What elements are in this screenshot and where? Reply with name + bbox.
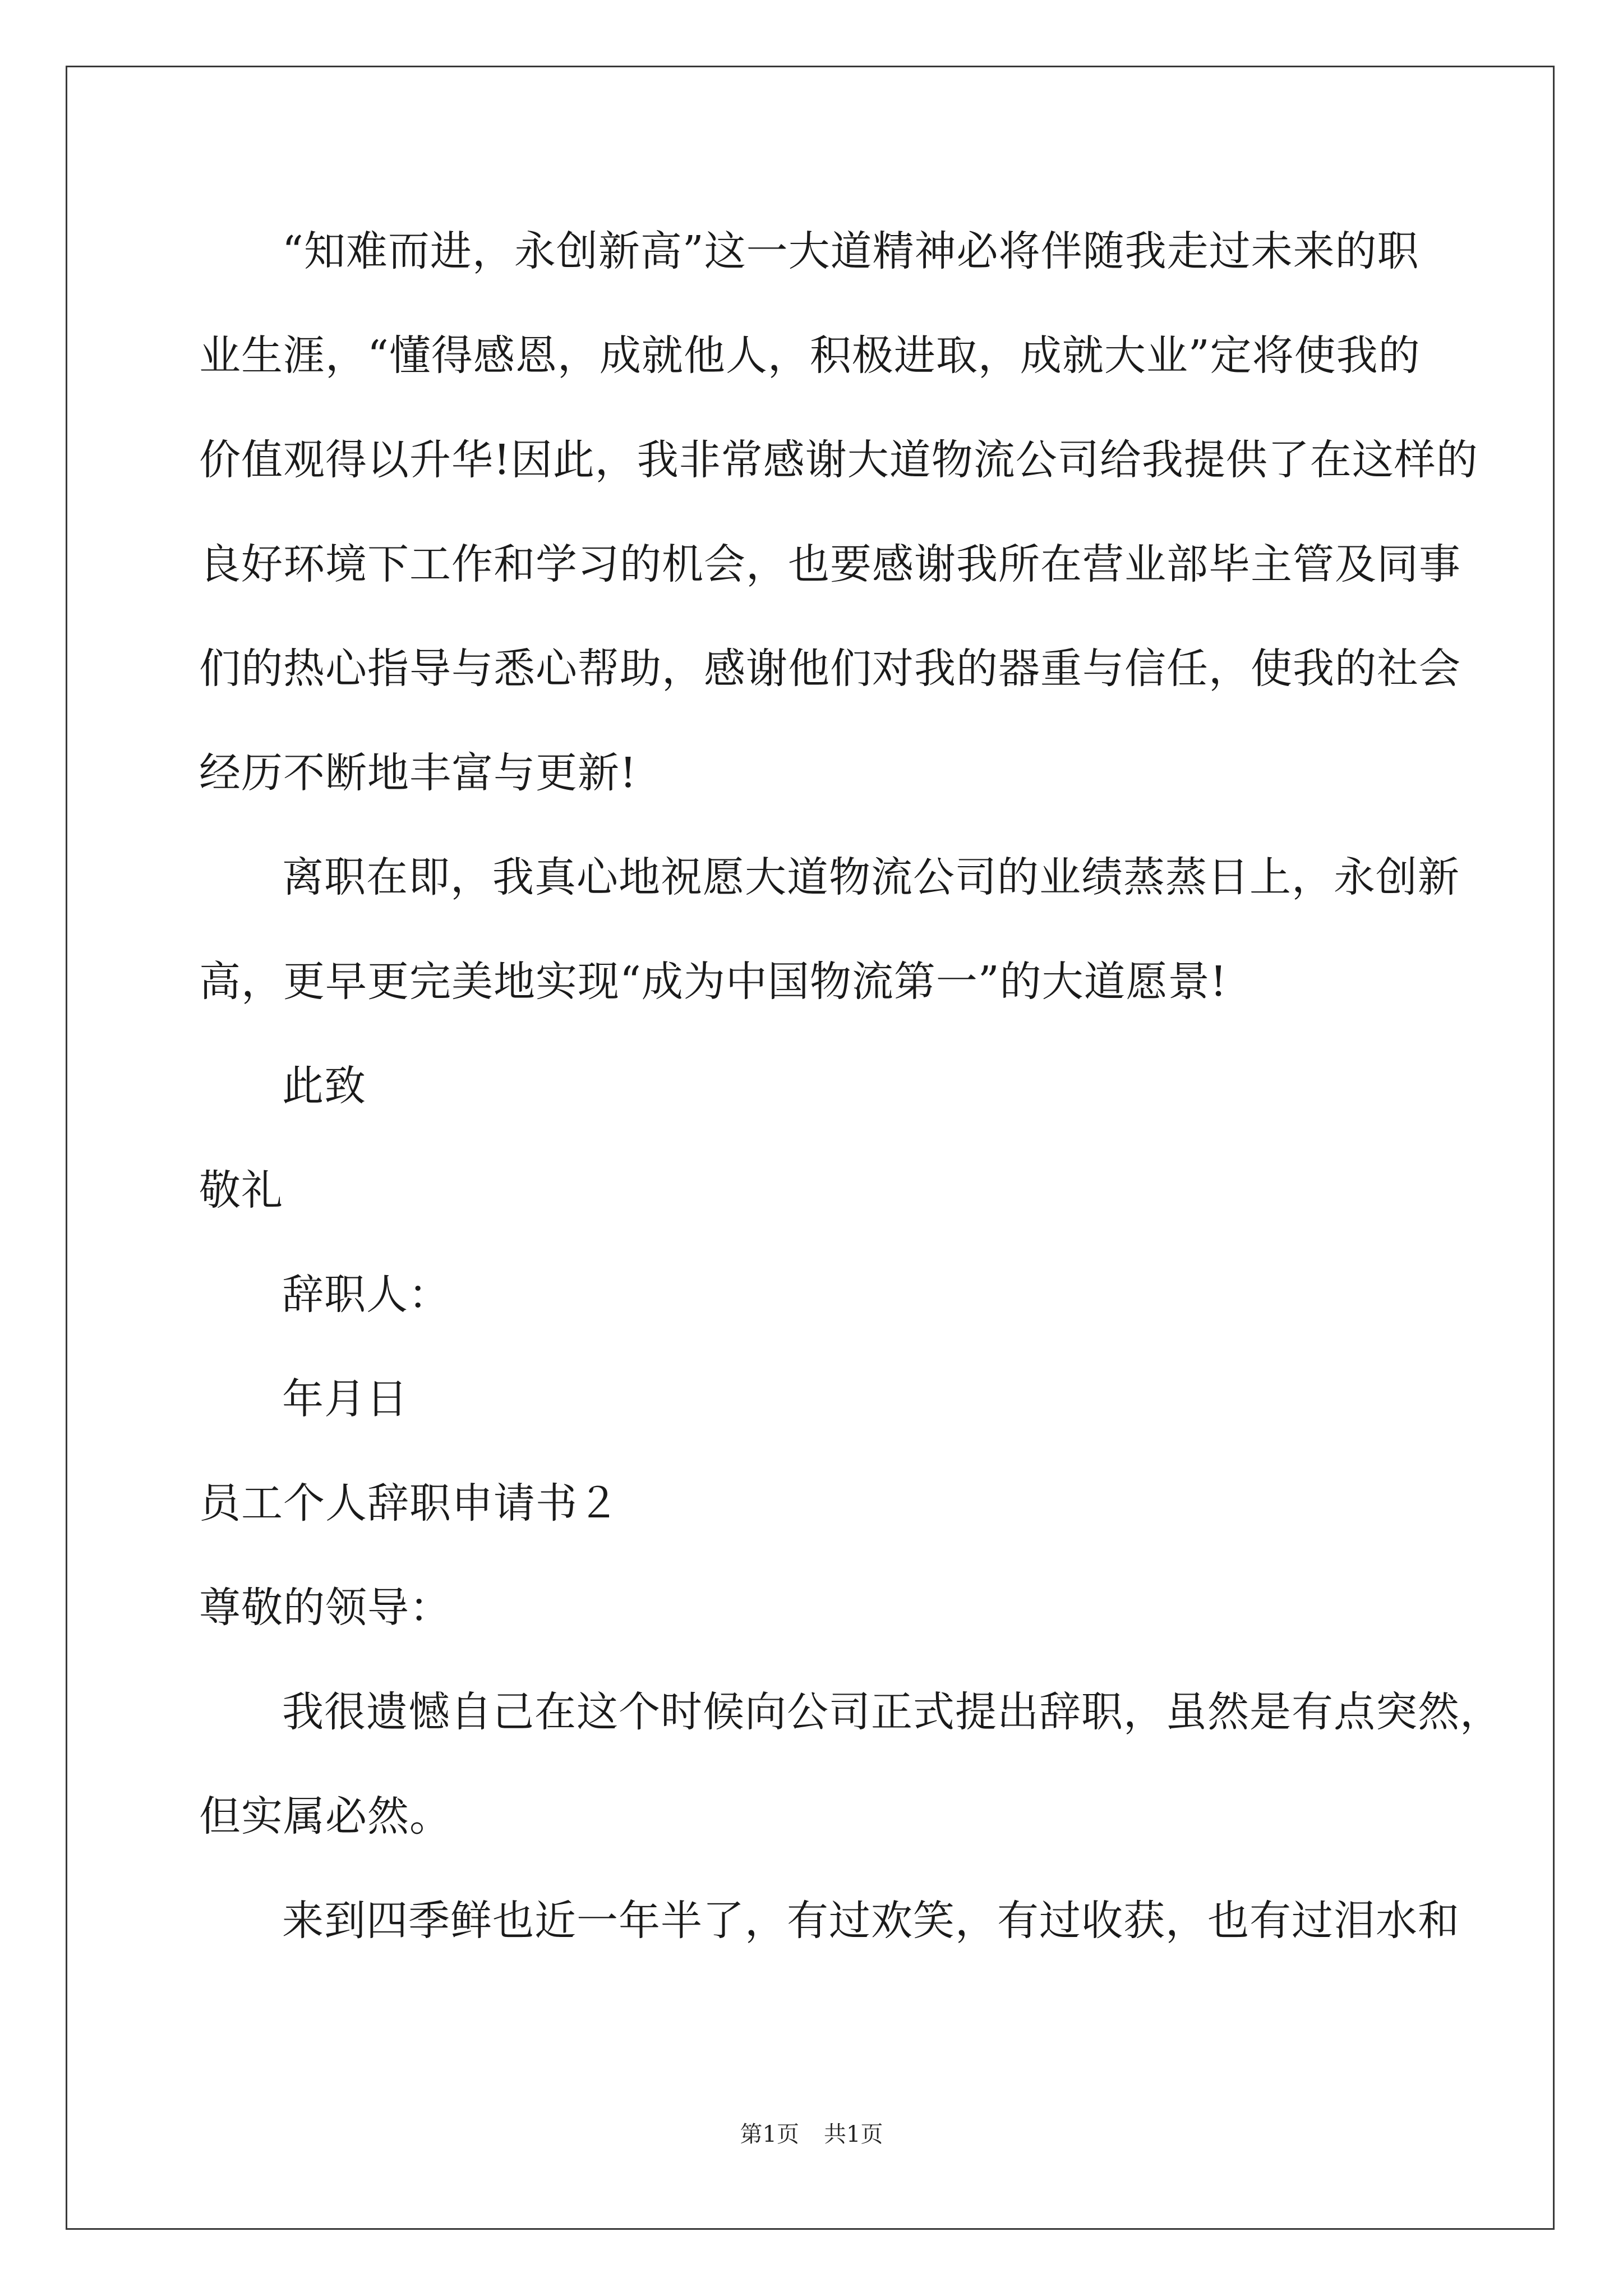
text-line: 来到四季鲜也近一年半了，有过欢笑，有过收获，也有过泪水和 xyxy=(282,1897,1460,1945)
signature-label: 辞职人： xyxy=(282,1271,450,1319)
text-line: 们的热心指导与悉心帮助，感谢他们对我的器重与信任，使我的社会 xyxy=(199,645,1461,693)
text-line: “知难而进，永创新高”这一大道精神必将伴随我走过未来的职 xyxy=(282,227,1419,275)
text-line: 离职在即，我真心地祝愿大道物流公司的业绩蒸蒸日上，永创新 xyxy=(282,853,1460,901)
text-line: 但实属必然。 xyxy=(199,1792,451,1841)
page-number: 第1页 xyxy=(740,2122,799,2147)
text-line: 价值观得以升华!因此，我非常感谢大道物流公司给我提供了在这样的 xyxy=(199,436,1478,484)
text-line: 高，更早更完美地实现“成为中国物流第一”的大道愿景! xyxy=(199,958,1228,1006)
text-line: 良好环境下工作和学习的机会，也要感谢我所在营业部毕主管及同事 xyxy=(199,540,1461,588)
closing-salutation: 此致 xyxy=(282,1062,366,1110)
document-body xyxy=(199,199,1502,1973)
text-line: 业生涯，“懂得感恩，成就他人，积极进取，成就大业”定将使我的 xyxy=(199,332,1421,380)
date-label: 年月日 xyxy=(282,1375,408,1423)
greeting: 尊敬的领导： xyxy=(199,1584,451,1632)
page-total: 共1页 xyxy=(824,2122,883,2147)
closing-regards: 敬礼 xyxy=(199,1166,283,1214)
page-footer xyxy=(0,2118,1623,2151)
section-title: 员工个人辞职申请书２ xyxy=(199,1479,620,1527)
text-line: 我很遗憾自己在这个时候向公司正式提出辞职，虽然是有点突然， xyxy=(282,1688,1502,1736)
text-line: 经历不断地丰富与更新! xyxy=(199,749,637,797)
